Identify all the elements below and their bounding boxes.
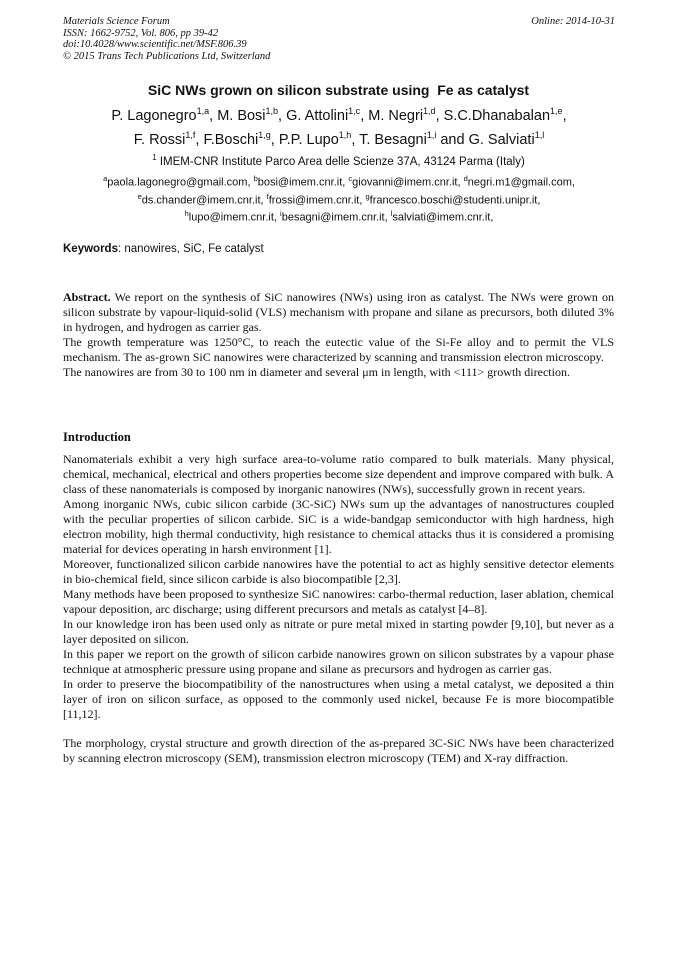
intro-paragraph: In this paper we report on the growth of silicon carbide nanowires grown on silicon substrates by a vapour phase technique at atmospheric pressure using propane and silane as precursors and hydrogen as carrier gas. <box>63 647 614 676</box>
abstract-paragraph-2: The growth temperature was 1250°C, to reach the eutectic value of the Si-Fe alloy and to permit the VLS mechanism. The as-grown SiC nanowires were characterized by scanning and transmission electron microscopy. <box>63 335 614 364</box>
email-marker: d <box>463 174 468 183</box>
email-line-3: $^h$lupo@imem.cnr.it, $^i$besagni@imem.cnr.it, $^l$salviati@imem.cnr.it, <box>184 209 494 224</box>
intro-paragraph: In our knowledge iron has been used only as nitrate or pure metal mixed in starting powder [9,10], but never as a layer deposited on silicon. <box>63 617 614 646</box>
author-line-2: F. Rossi$^{1,f}$, F.Boschi$^{1,g}$, P.P. Lupo$^{1,h}$, T. Besagni$^{1,i}$ and G. Salviati$^{1,l}$ <box>133 129 545 148</box>
affiliation-text: IMEM-CNR Institute Parco Area delle Scienze 37A, 43124 Parma (Italy) <box>159 155 525 168</box>
author-name: P.P. Lupo <box>278 131 339 148</box>
abstract-paragraph-3: The nanowires are from 30 to 100 nm in diameter and several μm in length, with <111> growth direction. <box>63 365 570 379</box>
abstract-text-1: We report on the synthesis of SiC nanowires (NWs) using iron as catalyst. The NWs were grown on silicon substrate by vapour-liquid-solid (VLS) mechanism with propane and silane as precursors, both diluted 3% in hydrogen, and hydrogen as carrier gas. <box>63 290 614 334</box>
author-name: M. Bosi <box>217 107 266 124</box>
author-affiliation-marker: 1,e <box>550 106 563 116</box>
email-marker: b <box>253 174 258 183</box>
abstract-label: Abstract. <box>63 290 111 304</box>
introduction-heading: Introduction <box>63 430 131 444</box>
author-name: P. Lagonegro <box>111 107 197 124</box>
author-affiliation-marker: 1,b <box>265 106 279 116</box>
affiliation <box>63 151 614 169</box>
online-date: Online: 2014-10-31 <box>531 16 615 27</box>
author-email: salviati@imem.cnr.it <box>392 211 491 224</box>
paper-title: SiC NWs grown on silicon substrate using Fe as catalyst <box>147 82 530 98</box>
paragraph-gap <box>63 722 614 736</box>
author-name: T. Besagni <box>359 131 427 148</box>
author-affiliation-marker: 1,a <box>196 106 210 116</box>
author-affiliation-marker: 1,c <box>348 106 361 116</box>
intro-paragraph: In order to preserve the biocompatibility of the nanostructures when using a metal catalyst, we deposited a thin layer of iron on silicon surface, as opposed to the commonly used nickel, because Fe is more biocompatible [11,12]. <box>63 677 614 721</box>
intro-paragraph: Nanomaterials exhibit a very high surface area-to-volume ratio compared to bulk materials. Many physical, chemical, mechanical, electrical and others properties become size dependent and improve compared with bulk. A class of these nanomaterials is composed by inorganic nanowires (NWs), successfully grown in recent years. <box>63 452 614 496</box>
author-affiliation-marker: 1,h <box>338 129 352 140</box>
abstract-section <box>63 290 614 380</box>
author-email: lupo@imem.cnr.it <box>188 211 274 224</box>
author-email: bosi@imem.cnr.it <box>257 176 343 189</box>
affiliation-marker: 1 <box>152 153 157 162</box>
author-email: paola.lagonegro@gmail.com <box>107 176 248 189</box>
author-email: ds.chander@imem.cnr.it <box>141 194 261 207</box>
keywords-label: Keywords <box>63 243 118 255</box>
journal-header <box>63 16 270 62</box>
author-affiliation-marker: 1,i <box>426 129 437 140</box>
author-email: francesco.boschi@studenti.unipr.it <box>369 194 538 207</box>
email-line-1: $^a$paola.lagonegro@gmail.com, $^b$bosi@imem.cnr.it, $^c$giovanni@imem.cnr.it, $^d$negri.m1@gmail.com, <box>103 174 575 189</box>
author-affiliation-marker: 1,l <box>534 129 545 140</box>
author-email: besagni@imem.cnr.it <box>281 211 385 224</box>
author-line-1: P. Lagonegro$^{1,a}$, M. Bosi$^{1,b}$, G. Attolini$^{1,c}$, M. Negri$^{1,d}$, S.C.Dhanabalan$^{1,e}$, <box>111 106 567 124</box>
author-name: S.C.Dhanabalan <box>443 107 551 124</box>
journal-doi: doi:10.4028/www.scientific.net/MSF.806.39 <box>63 39 247 50</box>
author-email: frossi@imem.cnr.it <box>268 194 360 207</box>
author-name: G. Attolini <box>286 107 349 124</box>
author-name: F. Rossi <box>133 131 186 148</box>
author-name: F.Boschi <box>203 131 259 148</box>
abstract-paragraph-1 <box>63 290 614 335</box>
email-list <box>40 172 638 225</box>
intro-paragraph: Among inorganic NWs, cubic silicon carbide (3C-SiC) NWs sum up the advantages of nanostructures coupled with the peculiar properties of silicon carbide. SiC is a wide-bandgap semiconductor with high hardness, high electron mobility, high thermal conductivity, high resistance to chemical attacks thus it is considered a promising material for devices operating in harsh environment [1]. <box>63 497 614 556</box>
intro-final-paragraph: The morphology, crystal structure and growth direction of the as-prepared 3C-SiC NWs have been characterized by scanning electron microscopy (SEM), transmission electron microscopy (TEM) and X-ray diffraction. <box>63 736 614 765</box>
email-marker: i <box>280 209 282 219</box>
author-affiliation-marker: 1,g <box>258 129 271 140</box>
author-affiliation-marker: 1,f <box>185 129 196 140</box>
email-marker: c <box>348 174 353 183</box>
introduction-section <box>63 452 614 766</box>
author-list <box>40 102 638 150</box>
email-marker: l <box>390 209 393 219</box>
author-email: negri.m1@gmail.com <box>467 176 572 189</box>
journal-name: Materials Science Forum <box>63 16 170 27</box>
email-marker: f <box>266 191 269 201</box>
author-email: giovanni@imem.cnr.it <box>352 176 458 189</box>
journal-issn: ISSN: 1662-9752, Vol. 806, pp 39-42 <box>63 27 219 39</box>
author-name: M. Negri <box>368 107 424 124</box>
intro-paragraph: Many methods have been proposed to synthesize SiC nanowires: carbo-thermal reduction, laser ablation, chemical vapour deposition, arc discharge; using different precursors and metals as catalyst [4–8]. <box>63 587 614 616</box>
email-marker: a <box>103 174 108 183</box>
email-marker: e <box>137 191 142 201</box>
email-marker: g <box>365 191 370 201</box>
keywords <box>63 242 264 256</box>
author-affiliation-marker: 1,d <box>423 106 436 116</box>
email-marker: h <box>184 209 189 219</box>
keywords-text: : nanowires, SiC, Fe catalyst <box>117 243 264 255</box>
author-name: G. Salviati <box>468 131 535 148</box>
email-line-2: $^e$ds.chander@imem.cnr.it, $^f$frossi@imem.cnr.it, $^g$francesco.boschi@studenti.unipr.it, <box>137 191 541 207</box>
intro-paragraph: Moreover, functionalized silicon carbide nanowires have the potential to act as highly sensitive detector elements in bio-chemical field, since silicon carbide is also biocompatible [2,3]. <box>63 557 614 586</box>
journal-copyright: © 2015 Trans Tech Publications Ltd, Switzerland <box>63 50 271 62</box>
